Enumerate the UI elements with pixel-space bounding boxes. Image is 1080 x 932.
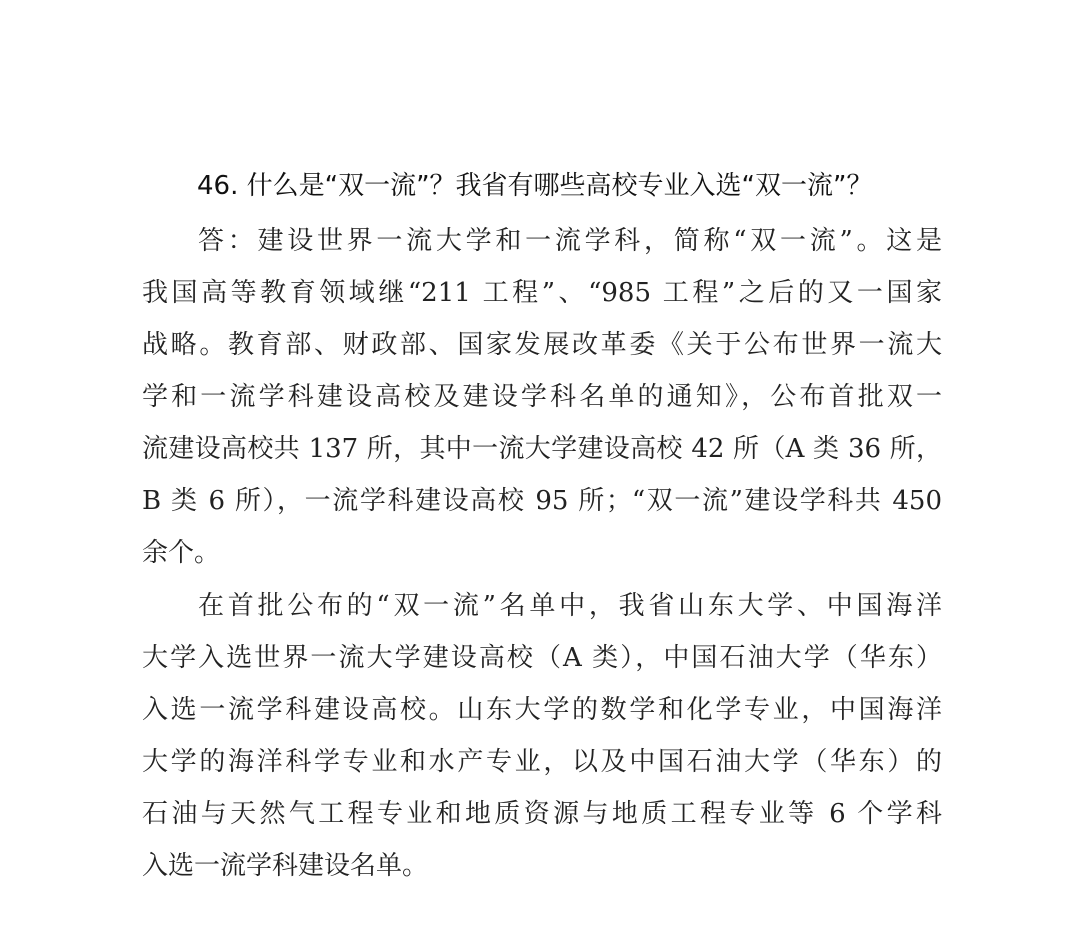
answer-paragraph-1	[142, 215, 942, 579]
paragraph-line: 入选一流学科建设高校。山东大学的数学和化学专业，中国海洋	[142, 695, 942, 725]
paragraph-line: 入选一流学科建设名单。	[142, 851, 429, 881]
paragraph-line: 流建设高校共 137 所，其中一流大学建设高校 42 所（A 类 36 所，	[142, 434, 942, 464]
paragraph-line: 战略。教育部、财政部、国家发展改革委《关于公布世界一流大	[142, 330, 942, 360]
paragraph-line: 在首批公布的“双一流”名单中，我省山东大学、中国海洋	[198, 591, 942, 621]
paragraph-line: 答：建设世界一流大学和一流学科，简称“双一流”。这是	[198, 226, 942, 256]
paragraph-line: B 类 6 所），一流学科建设高校 95 所；“双一流”建设学科共 450	[142, 486, 942, 516]
paragraph-line: 大学的海洋科学专业和水产专业，以及中国石油大学（华东）的	[142, 747, 942, 777]
paragraph-line: 余个。	[142, 538, 221, 568]
paragraph-line: 我国高等教育领域继“211 工程”、“985 工程”之后的又一国家	[142, 278, 942, 308]
question-heading: 46. 什么是“双一流”？我省有哪些高校专业入选“双一流”？	[197, 171, 873, 201]
paragraph-line: 学和一流学科建设高校及建设学科名单的通知》，公布首批双一	[142, 382, 942, 412]
paragraph-line: 大学入选世界一流大学建设高校（A 类），中国石油大学（华东）	[142, 643, 942, 673]
paragraph-line: 石油与天然气工程专业和地质资源与地质工程专业等 6 个学科	[142, 799, 942, 829]
answer-paragraph-2	[142, 580, 942, 892]
